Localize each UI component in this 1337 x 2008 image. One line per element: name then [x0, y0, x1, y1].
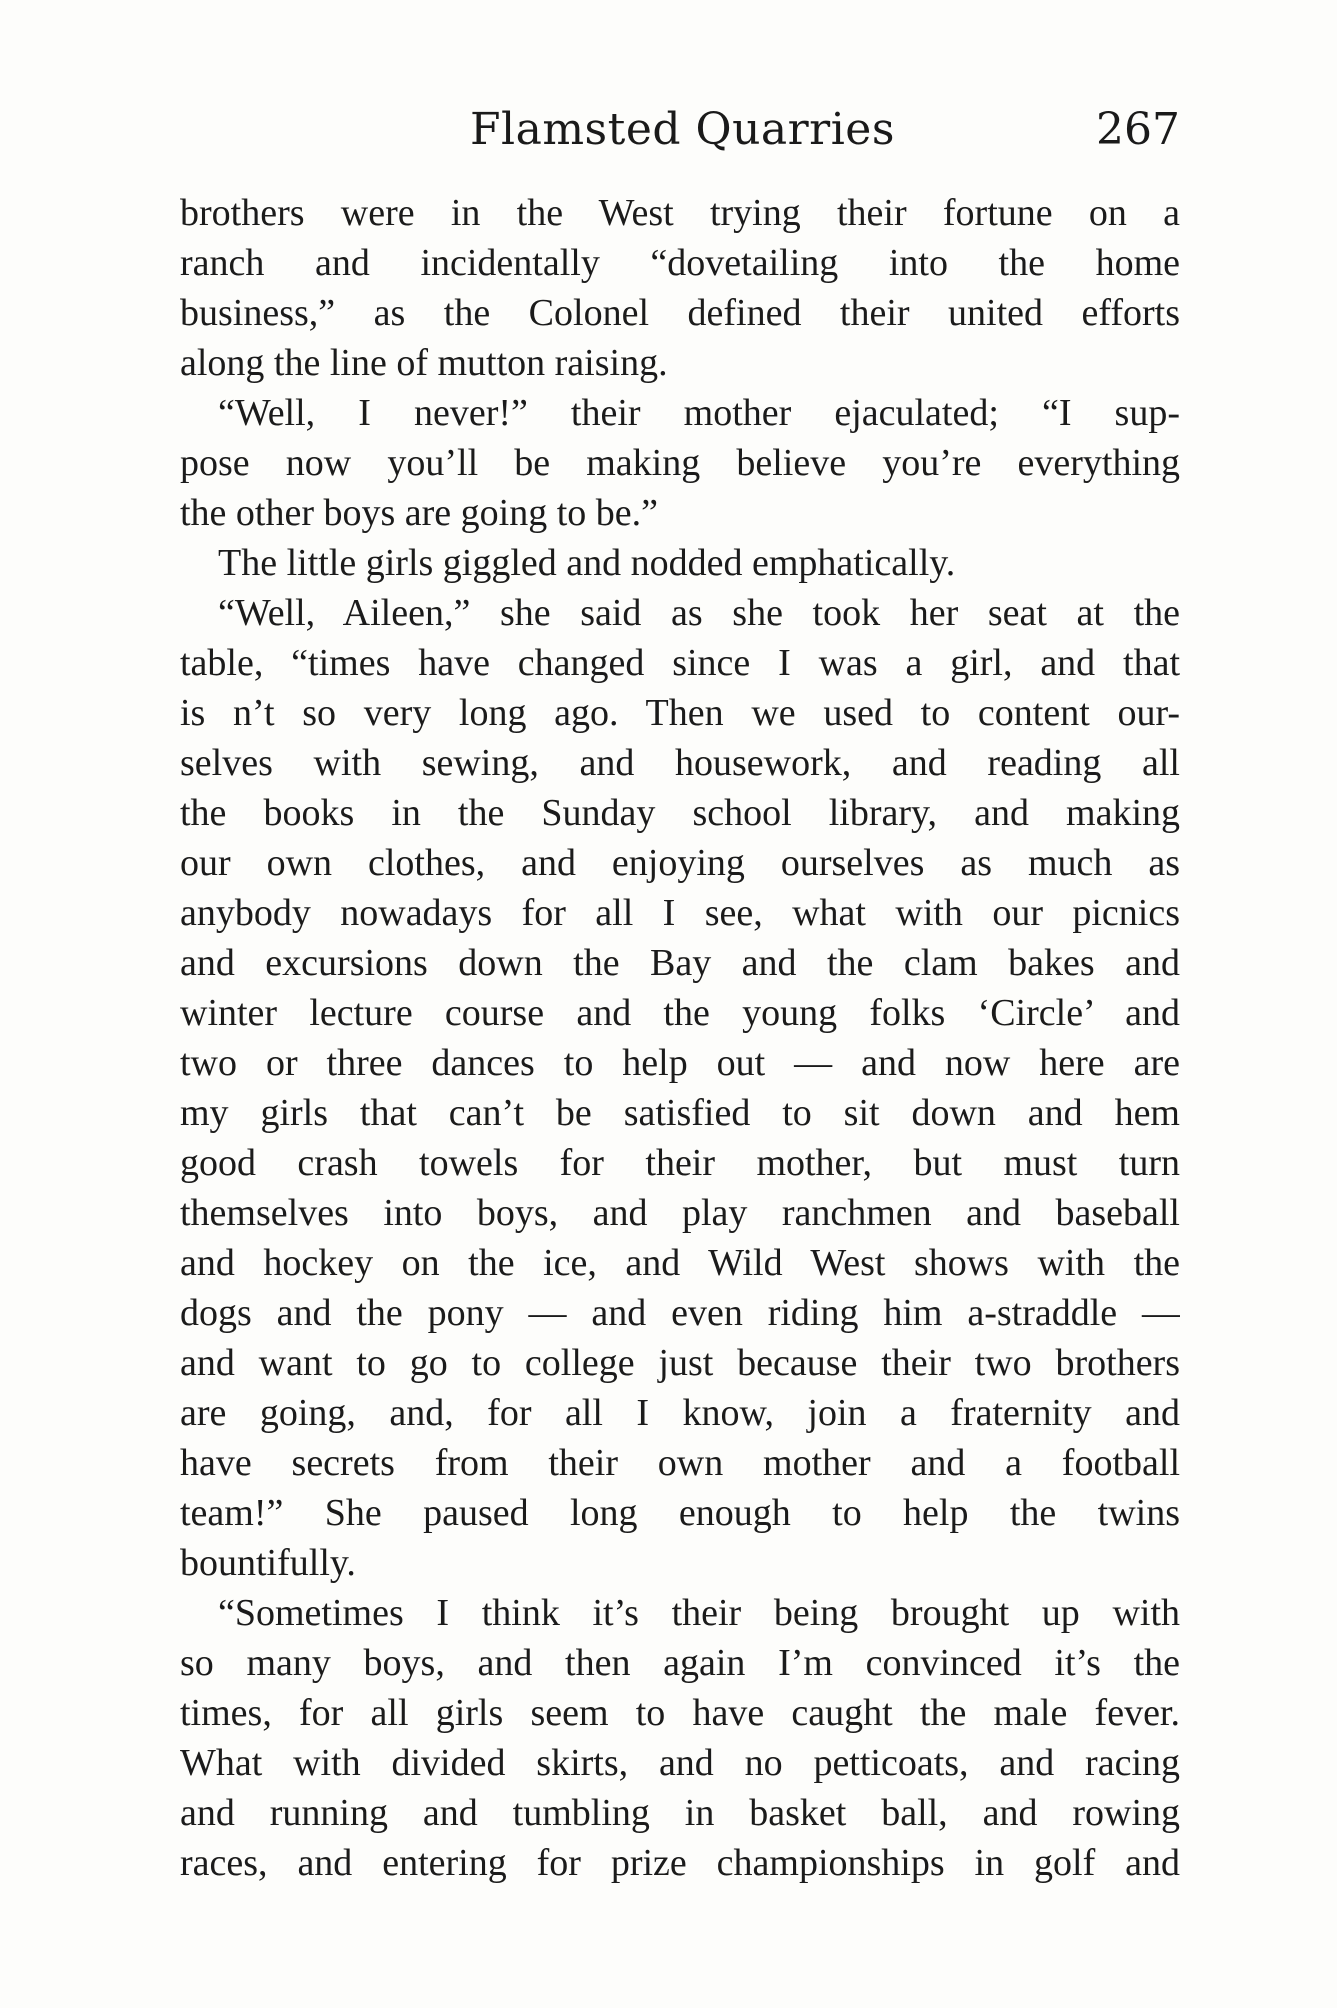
text-line: bountifully.	[180, 1542, 356, 1584]
text-line: are going, and, for all I know, join a fraternity and	[180, 1392, 1180, 1434]
text-line: pose now you’ll be making believe you’re everything	[180, 442, 1180, 484]
text-line: my girls that can’t be satisfied to sit down and hem	[180, 1092, 1180, 1134]
text-line: “Sometimes I think it’s their being brought up with	[218, 1592, 1180, 1634]
text-line: brothers were in the West trying their fortune on a	[180, 192, 1180, 234]
text-line: the other boys are going to be.”	[180, 492, 659, 534]
text-line: anybody nowadays for all I see, what with our picnics	[180, 892, 1180, 934]
text-line: table, “times have changed since I was a girl, and that	[180, 642, 1180, 684]
text-line: two or three dances to help out — and now here are	[180, 1042, 1180, 1084]
text-line: “Well, I never!” their mother ejaculated; “I sup-	[218, 392, 1180, 434]
text-line: our own clothes, and enjoying ourselves as much as	[180, 842, 1180, 884]
text-line: is n’t so very long ago. Then we used to content our-	[180, 692, 1180, 734]
text-line: and running and tumbling in basket ball, and rowing	[180, 1792, 1180, 1834]
text-line: races, and entering for prize championships in golf and	[180, 1842, 1180, 1884]
text-line: ranch and incidentally “dovetailing into the home	[180, 242, 1180, 284]
running-head	[180, 100, 1180, 160]
text-line: business,” as the Colonel defined their united efforts	[180, 292, 1180, 334]
running-title: Flamsted Quarries	[470, 104, 895, 155]
text-line: dogs and the pony — and even riding him a-straddle —	[180, 1292, 1180, 1334]
text-line: along the line of mutton raising.	[180, 342, 668, 384]
text-line: themselves into boys, and play ranchmen and baseball	[180, 1192, 1180, 1234]
text-line: winter lecture course and the young folks ‘Circle’ and	[180, 992, 1180, 1034]
text-line: have secrets from their own mother and a football	[180, 1442, 1180, 1484]
text-line: selves with sewing, and housework, and reading all	[180, 742, 1180, 784]
text-line: team!” She paused long enough to help the twins	[180, 1492, 1180, 1534]
text-line: good crash towels for their mother, but must turn	[180, 1142, 1180, 1184]
text-line: What with divided skirts, and no petticoats, and racing	[180, 1742, 1180, 1784]
text-line: and hockey on the ice, and Wild West shows with the	[180, 1242, 1180, 1284]
text-line: “Well, Aileen,” she said as she took her seat at the	[218, 592, 1180, 634]
text-line: The little girls giggled and nodded emphatically.	[218, 542, 956, 584]
body-text	[180, 188, 1180, 1888]
text-line: the books in the Sunday school library, and making	[180, 792, 1180, 834]
text-line: times, for all girls seem to have caught the male fever.	[180, 1692, 1180, 1734]
text-line: and want to go to college just because their two brothers	[180, 1342, 1180, 1384]
page-number: 267	[1096, 104, 1180, 155]
text-line: and excursions down the Bay and the clam bakes and	[180, 942, 1180, 984]
text-line: so many boys, and then again I’m convinced it’s the	[180, 1642, 1180, 1684]
